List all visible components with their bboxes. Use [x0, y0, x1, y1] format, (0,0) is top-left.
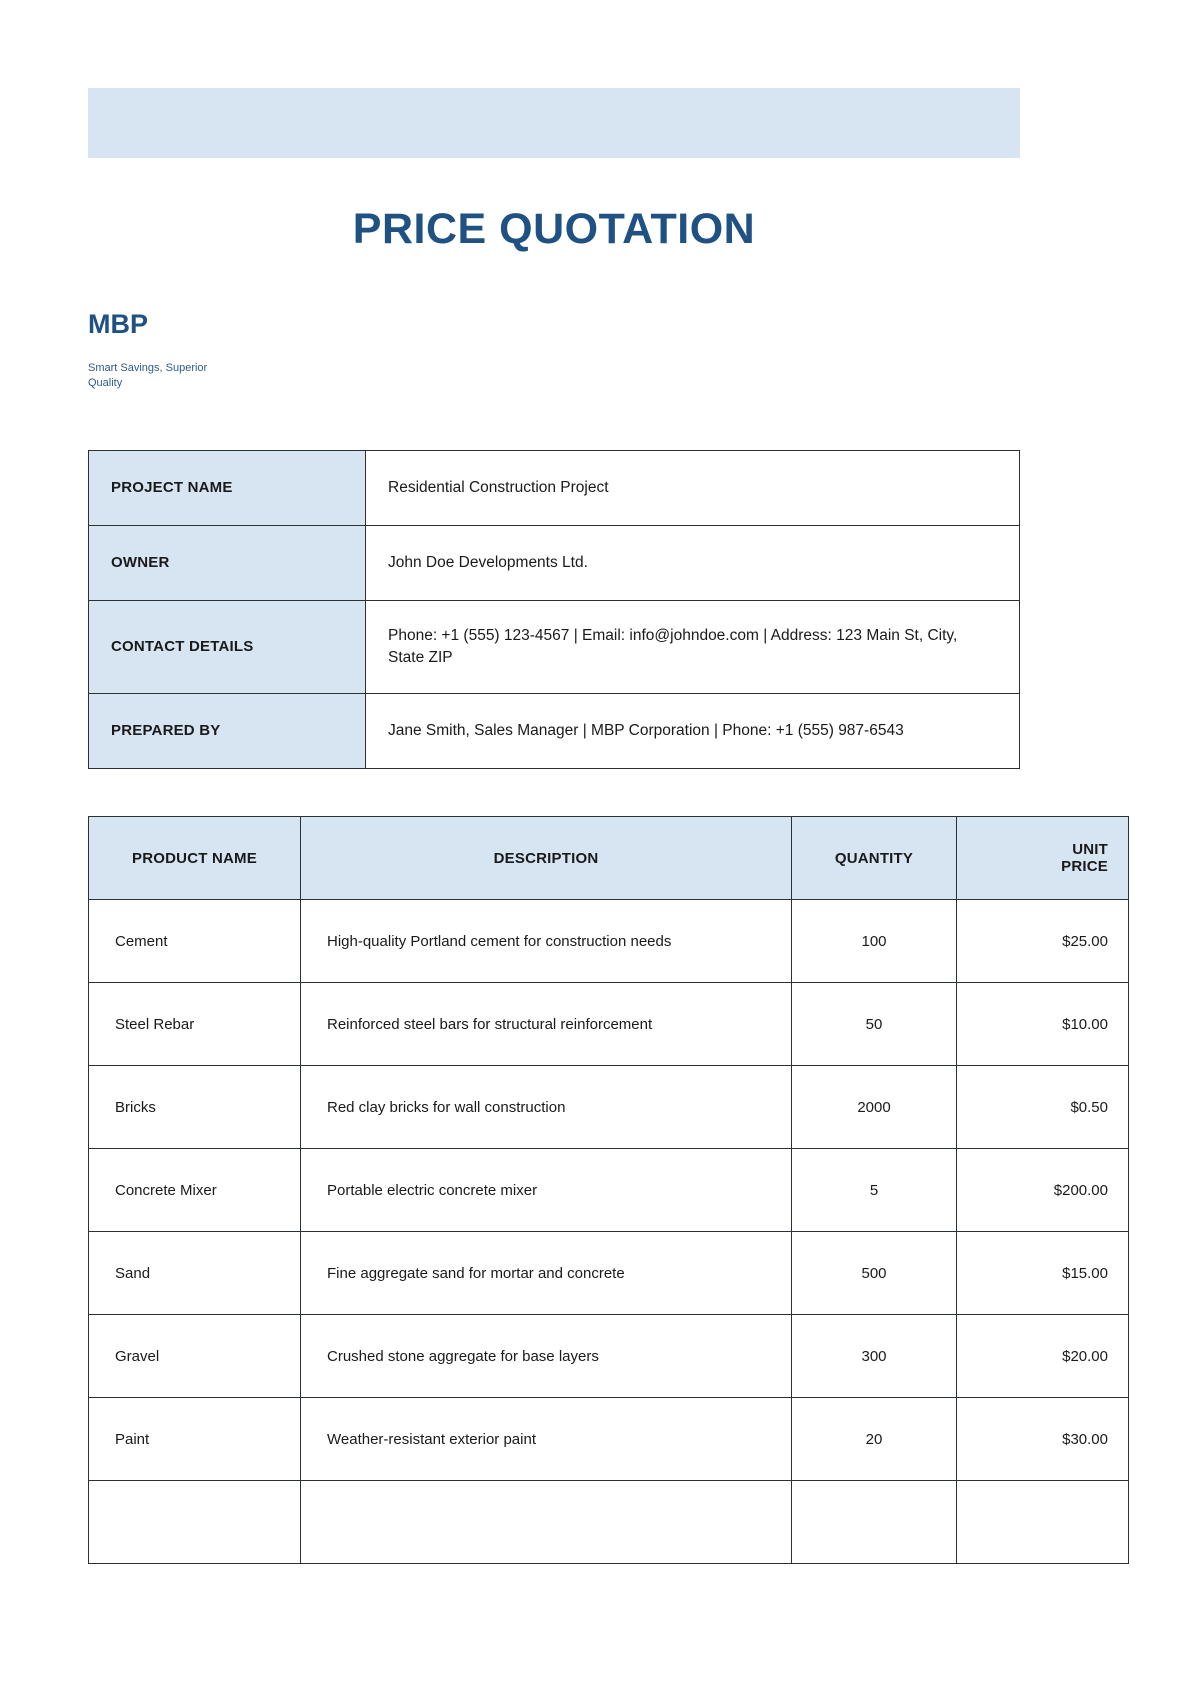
info-value-contact-details: Phone: +1 (555) 123-4567 | Email: info@johndoe.com | Address: 123 Main St, City, State ZIP — [366, 601, 1020, 694]
cell-quantity: 500 — [792, 1232, 957, 1315]
table-row — [89, 1232, 1129, 1315]
cell-quantity: 100 — [792, 900, 957, 983]
column-header-quantity: QUANTITY — [792, 817, 957, 900]
table-row — [89, 1315, 1129, 1398]
info-value-prepared-by: Jane Smith, Sales Manager | MBP Corporation | Phone: +1 (555) 987-6543 — [366, 694, 1020, 769]
cell-unit-price — [957, 1481, 1129, 1564]
table-row — [89, 1398, 1129, 1481]
table-row — [89, 983, 1129, 1066]
company-logo-block — [88, 310, 488, 390]
info-value-owner: John Doe Developments Ltd. — [366, 526, 1020, 601]
column-header-unit-price-line2: PRICE — [1061, 858, 1108, 875]
cell-product-name — [89, 1481, 301, 1564]
cell-product-name: Paint — [89, 1398, 301, 1481]
cell-description: Red clay bricks for wall construction — [301, 1066, 792, 1149]
page-title: PRICE QUOTATION — [352, 205, 756, 253]
info-label-project-name: PROJECT NAME — [89, 451, 366, 526]
cell-quantity: 50 — [792, 983, 957, 1066]
info-value-project-name: Residential Construction Project — [366, 451, 1020, 526]
column-header-unit-price-line1: UNIT — [1072, 841, 1108, 858]
cell-description: Reinforced steel bars for structural reinforcement — [301, 983, 792, 1066]
cell-description: Portable electric concrete mixer — [301, 1149, 792, 1232]
cell-description: Weather-resistant exterior paint — [301, 1398, 792, 1481]
products-table — [88, 816, 1129, 1564]
header-decorative-band — [88, 88, 1020, 158]
column-header-product-name: PRODUCT NAME — [89, 817, 301, 900]
cell-quantity: 300 — [792, 1315, 957, 1398]
cell-description — [301, 1481, 792, 1564]
cell-product-name: Sand — [89, 1232, 301, 1315]
cell-product-name: Cement — [89, 900, 301, 983]
cell-quantity: 5 — [792, 1149, 957, 1232]
cell-unit-price: $0.50 — [957, 1066, 1129, 1149]
table-row — [89, 601, 1020, 694]
cell-product-name: Bricks — [89, 1066, 301, 1149]
cell-description: Fine aggregate sand for mortar and concrete — [301, 1232, 792, 1315]
cell-unit-price: $15.00 — [957, 1232, 1129, 1315]
table-row — [89, 526, 1020, 601]
cell-description: High-quality Portland cement for construction needs — [301, 900, 792, 983]
table-row — [89, 900, 1129, 983]
info-label-contact-details: CONTACT DETAILS — [89, 601, 366, 694]
cell-unit-price: $30.00 — [957, 1398, 1129, 1481]
table-row — [89, 1149, 1129, 1232]
cell-product-name: Steel Rebar — [89, 983, 301, 1066]
cell-product-name: Gravel — [89, 1315, 301, 1398]
cell-unit-price: $200.00 — [957, 1149, 1129, 1232]
info-label-owner: OWNER — [89, 526, 366, 601]
cell-quantity: 2000 — [792, 1066, 957, 1149]
table-row — [89, 694, 1020, 769]
cell-unit-price: $10.00 — [957, 983, 1129, 1066]
cell-product-name: Concrete Mixer — [89, 1149, 301, 1232]
project-info-table — [88, 450, 1020, 769]
table-row — [89, 1481, 1129, 1564]
column-header-unit-price — [957, 817, 1129, 900]
cell-quantity: 20 — [792, 1398, 957, 1481]
company-name: MBP — [88, 309, 148, 339]
column-header-description: DESCRIPTION — [301, 817, 792, 900]
table-row — [89, 1066, 1129, 1149]
company-tagline: Smart Savings, Superior Quality — [88, 361, 208, 389]
cell-description: Crushed stone aggregate for base layers — [301, 1315, 792, 1398]
table-header-row — [89, 817, 1129, 900]
info-label-prepared-by: PREPARED BY — [89, 694, 366, 769]
cell-unit-price: $25.00 — [957, 900, 1129, 983]
table-row — [89, 451, 1020, 526]
cell-quantity — [792, 1481, 957, 1564]
cell-unit-price: $20.00 — [957, 1315, 1129, 1398]
